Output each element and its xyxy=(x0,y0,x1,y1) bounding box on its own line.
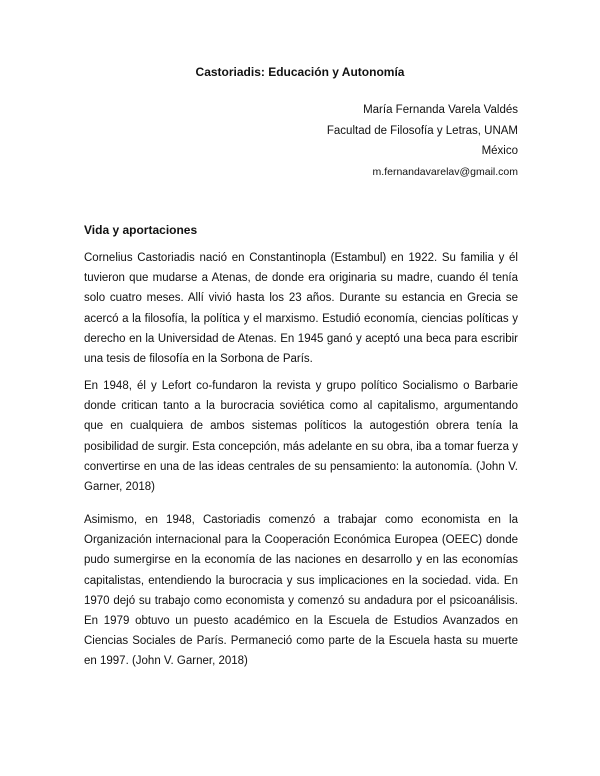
paragraph-2: En 1948, él y Lefort co-fundaron la revista y grupo político Socialismo o Barbarie donde critican tanto a la burocracia soviética como al capitalismo, argumentando que en cualquiera de ambos sistemas políticos la autogestión obrera tenía la posibilidad de surgir. Esta concepción, más adelante en su obra, iba a tomar fuerza y convertirse en una de las ideas centrales de su pensamiento: la autonomía. (John V. Garner, 2018) xyxy=(84,380,518,494)
paragraph-3: Asimismo, en 1948, Castoriadis comenzó a trabajar como economista en la Organización internacional para la Cooperación Económica Europea (OEEC) donde pudo sumergirse en la economía de las naciones en desarrollo y en las economías capitalistas, entendiendo la burocracia y sus implicaciones en la sociedad. vida. En 1970 dejó su trabajo como economista y comenzó su andadura por el psicoanálisis. En 1979 obtuvo un puesto académico en la Escuela de Estudios Avanzados en Ciencias Sociales de París. Permaneció como parte de la Escuela hasta su muerte en 1997. (John V. Garner, 2018) xyxy=(84,514,518,668)
document-title: Castoriadis: Educación y Autonomía xyxy=(195,65,405,79)
section-heading: Vida y aportaciones xyxy=(84,223,198,237)
paragraph-1: Cornelius Castoriadis nació en Constantinopla (Estambul) en 1922. Su familia y él tuvieron que mudarse a Atenas, de donde era originaria su madre, cuando él tenía solo cuatro meses. Allí vivió hasta los 23 años. Durante su estancia en Grecia se acercó a la filosofía, la política y el marxismo. Estudió economía, ciencias políticas y derecho en la Universidad de Atenas. En 1945 ganó y aceptó una beca para escribir una tesis de filosofía en la Sorbona de París. xyxy=(84,252,518,366)
author-country: México xyxy=(481,145,518,157)
author-affiliation: Facultad de Filosofía y Letras, UNAM xyxy=(326,124,518,137)
author-name: María Fernanda Varela Valdés xyxy=(363,104,518,116)
author-email: m.fernandavarelav@gmail.com xyxy=(372,165,518,178)
author-block xyxy=(327,100,518,182)
